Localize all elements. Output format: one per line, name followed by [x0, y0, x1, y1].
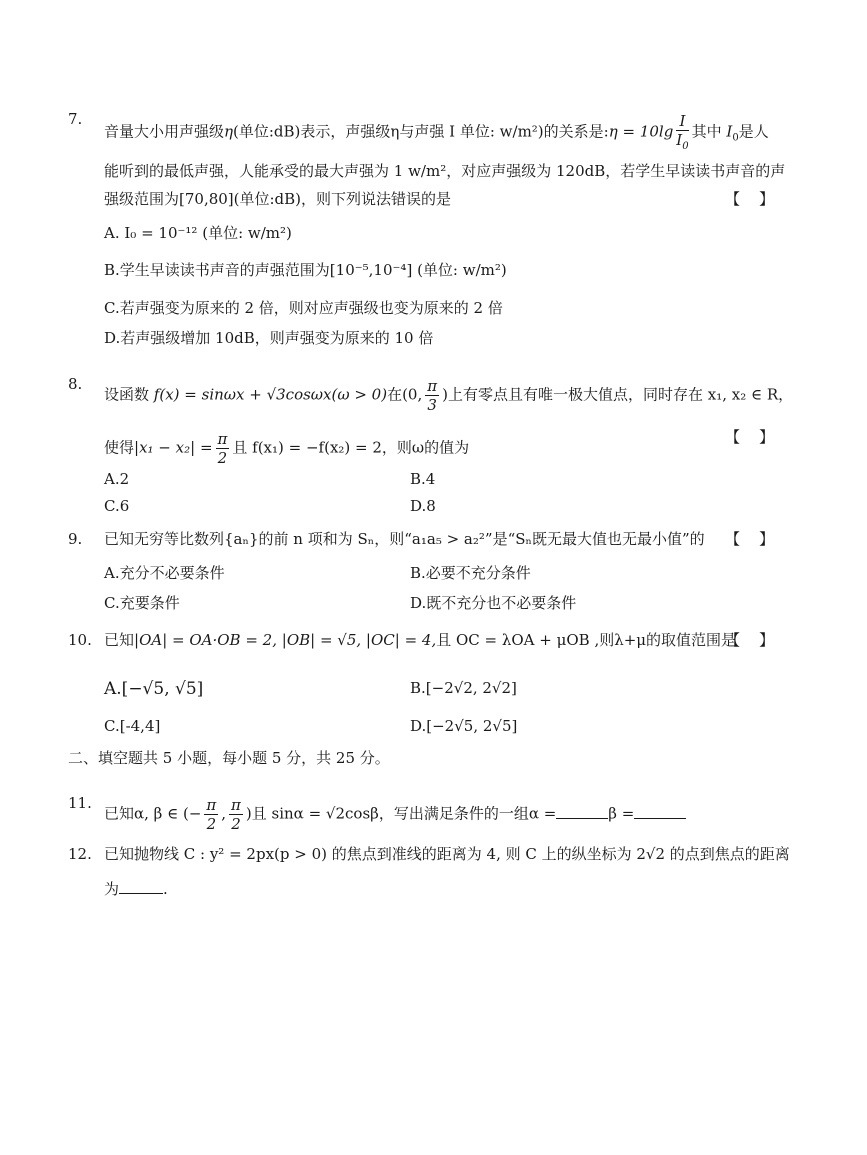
q7-stem-line1: 音量大小用声强级η(单位:dB)表示，声强级η与声强 I 单位: w/m²)的关系是:η = 10lg $\frac{I}{I_0}$ 其中 $I_0$是人	[104, 112, 769, 152]
q9-option-a[interactable]: A.充分不必要条件	[104, 564, 225, 582]
q7-formula: η = 10lg	[608, 122, 674, 141]
frac-numerator: I	[676, 112, 688, 131]
q7-text-a: 音量大小用声强级	[104, 122, 225, 141]
q11-pi-b: π	[231, 796, 241, 814]
q9-option-b[interactable]: B.必要不充分条件	[410, 564, 531, 582]
q10-answer-bracket[interactable]: 【 】	[725, 631, 775, 649]
q11-two-a: 2	[206, 815, 217, 833]
q12-answer-blank[interactable]	[119, 879, 163, 894]
q10-number: 10.	[68, 631, 92, 649]
q11-two-b: 2	[231, 815, 241, 833]
q7-text-d: 是人	[738, 122, 769, 141]
q7-stem-line3: 强级范围为[70,80](单位:dB)，则下列说法错误的是	[104, 190, 452, 208]
q7-fraction	[676, 112, 688, 153]
q8-answer-bracket[interactable]: 【 】	[725, 428, 775, 446]
q10-stem	[104, 633, 736, 648]
eta-symbol: η	[224, 122, 234, 141]
q8-text-c: 在(0,	[387, 385, 423, 404]
q10-text-c: 且 OC = λOA + μOB ,则λ+μ的取值范围是	[436, 631, 737, 649]
frac-den-sub: 0	[682, 141, 689, 152]
q7-option-a[interactable]: A. I₀ = 10⁻¹² (单位: w/m²)	[104, 224, 292, 242]
q10-text-a: 已知	[104, 631, 135, 649]
pi-numerator-2: π	[217, 430, 228, 448]
q7-stem-line2: 能听到的最低声强，人能承受的最大声强为 1 w/m²，对应声强级为 120dB，若学生早读读书声音的声	[104, 162, 786, 180]
q9-answer-bracket[interactable]: 【 】	[725, 530, 775, 548]
q11-number: 11.	[68, 794, 92, 812]
three-denominator: 3	[427, 396, 437, 414]
two-denominator: 2	[217, 449, 228, 467]
q10-option-c[interactable]: C.[-4,4]	[104, 717, 161, 735]
q8-abs-diff: |x₁ − x₂| =	[134, 438, 213, 457]
q11-pi-over-2-a	[204, 796, 218, 833]
q12-stem-line1: 已知抛物线 C : y² = 2px(p > 0) 的焦点到准线的距离为 4, 则 C 上的纵坐标为 2√2 的点到焦点的距离	[104, 845, 790, 863]
q12-number: 12.	[68, 845, 92, 863]
section-2-heading: 二、填空题共 5 小题，每小题 5 分，共 25 分。	[68, 749, 390, 767]
q8-text-f: 且 f(x₁) = −f(x₂) = 2，则ω的值为	[232, 438, 470, 457]
q7-text-b: (单位:dB)表示，声强级η与声强 I 单位: w/m²)的关系是:	[233, 122, 609, 141]
q8-stem-line2	[104, 430, 469, 467]
q7-text-c: 其中	[691, 122, 722, 141]
q9-option-d[interactable]: D.既不充分也不必要条件	[410, 594, 577, 612]
q11-pi-a: π	[206, 796, 217, 814]
q12-stem-line2	[104, 879, 168, 897]
q7-option-b[interactable]: B.学生早读读书声音的声强范围为[10⁻⁵,10⁻⁴] (单位: w/m²)	[104, 261, 507, 279]
q11-pi-over-2-b	[229, 796, 243, 833]
q8-option-b[interactable]: B.4	[410, 470, 436, 488]
q12-text-wei: 为	[104, 880, 120, 898]
q11-text-c: β =	[608, 804, 635, 823]
q8-number: 8.	[68, 375, 83, 393]
q8-stem-line1	[104, 377, 793, 414]
q9-number: 9.	[68, 530, 83, 548]
q8-pi-over-2	[216, 430, 230, 467]
q11-stem	[104, 796, 686, 833]
q12-period: .	[163, 880, 168, 898]
q10-option-b[interactable]: B.[−2√2, 2√2]	[410, 679, 517, 697]
q11-alpha-blank[interactable]	[556, 804, 608, 819]
q11-text-a: 已知α, β ∈ (−	[104, 804, 202, 823]
q9-option-c[interactable]: C.充要条件	[104, 594, 180, 612]
q11-text-b: )且 sinα = √2cosβ，写出满足条件的一组α =	[245, 804, 557, 823]
q8-function: f(x) = sinωx + √3cosωx(ω > 0)	[153, 385, 388, 404]
q7-option-c[interactable]: C.若声强变为原来的 2 倍，则对应声强级也变为原来的 2 倍	[104, 299, 503, 317]
q10-vector-conditions: |OA| = OA·OB = 2, |OB| = √5, |OC| = 4,	[134, 631, 437, 649]
q8-text-a: 设函数	[104, 385, 150, 404]
frac-denominator	[676, 131, 688, 153]
q7-number: 7.	[68, 110, 83, 128]
q8-option-a[interactable]: A.2	[104, 470, 130, 488]
q10-option-a[interactable]: A.[−√5, √5]	[104, 679, 204, 699]
q10-option-d[interactable]: D.[−2√5, 2√5]	[410, 717, 518, 735]
q8-text-e: 使得	[104, 438, 135, 457]
pi-numerator: π	[427, 377, 438, 395]
q11-beta-blank[interactable]	[634, 804, 686, 819]
frac-den-i: I	[676, 131, 683, 149]
q7-option-d[interactable]: D.若声强级增加 10dB，则声强变为原来的 10 倍	[104, 329, 434, 347]
q8-option-c[interactable]: C.6	[104, 497, 130, 515]
q8-option-d[interactable]: D.8	[410, 497, 436, 515]
q11-comma: ,	[221, 804, 227, 823]
q8-pi-over-3	[425, 377, 439, 414]
q8-text-d: )上有零点且有唯一极大值点，同时存在 x₁, x₂ ∈ R，	[442, 385, 794, 404]
q9-stem: 已知无穷等比数列{aₙ}的前 n 项和为 Sₙ，则“a₁a₅ > a₂²”是“Sₙ既无最大值也无最小值”的	[104, 530, 705, 548]
q7-answer-bracket[interactable]: 【 】	[725, 190, 775, 208]
